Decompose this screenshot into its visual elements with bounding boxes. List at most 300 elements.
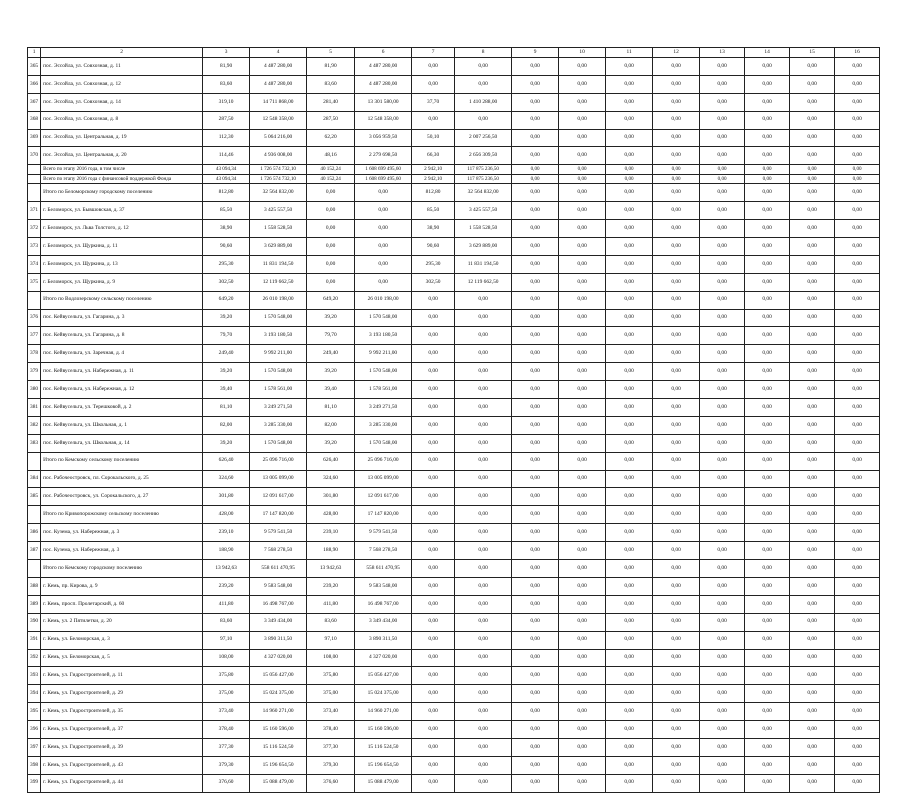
table-cell: 0,00 — [745, 363, 790, 381]
table-cell: 15 160 596,00 — [355, 721, 412, 739]
table-cell: 0,00 — [412, 363, 455, 381]
table-cell: 0,00 — [745, 595, 790, 613]
table-cell: 17 147 820,00 — [250, 506, 307, 524]
table-cell: 9 583 548,00 — [355, 577, 412, 595]
column-number-3: 3 — [203, 48, 250, 58]
column-number-8: 8 — [455, 48, 512, 58]
table-cell: 3 193 180,50 — [250, 327, 307, 345]
table-cell: 3 890 311,50 — [250, 631, 307, 649]
table-cell: 0,00 — [606, 703, 653, 721]
table-cell: 0,00 — [835, 345, 880, 363]
table-cell: 377,30 — [203, 738, 250, 756]
table-cell: 0,00 — [653, 255, 700, 273]
table-cell: 0,00 — [790, 111, 835, 129]
table-cell: 0,00 — [835, 542, 880, 560]
table-cell: 0,00 — [606, 613, 653, 631]
table-cell: 0,00 — [455, 577, 512, 595]
row-number-cell: 388 — [28, 577, 41, 595]
table-cell: 0,00 — [307, 238, 355, 256]
table-cell: 0,00 — [790, 184, 835, 202]
table-cell: 3 249 271,50 — [250, 399, 307, 417]
table-cell: 0,00 — [700, 291, 745, 309]
address-cell: пос. Эссойла, ул. Совхозная, д. 8 — [41, 111, 203, 129]
table-cell: 0,00 — [606, 524, 653, 542]
table-cell: 3 425 557,50 — [455, 202, 512, 220]
table-cell: 0,00 — [700, 756, 745, 774]
table-cell: 0,00 — [745, 399, 790, 417]
table-cell: 0,00 — [653, 220, 700, 238]
table-cell: 0,00 — [455, 631, 512, 649]
table-cell: 4 487 280,00 — [250, 75, 307, 93]
table-cell: 85,50 — [412, 202, 455, 220]
table-cell: 4 487 280,00 — [355, 75, 412, 93]
table-cell: 0,00 — [512, 774, 559, 792]
table-cell: 0,00 — [412, 111, 455, 129]
table-cell: 0,00 — [745, 721, 790, 739]
table-cell: 0,00 — [653, 595, 700, 613]
table-cell: 1 726 574 732,10 — [250, 165, 307, 175]
table-cell: 0,00 — [412, 595, 455, 613]
table-cell: 13 301 580,00 — [355, 93, 412, 111]
row-number-cell: 366 — [28, 75, 41, 93]
table-row — [28, 703, 880, 721]
table-cell: 0,00 — [606, 381, 653, 399]
table-cell: 0,00 — [455, 452, 512, 470]
table-cell: 0,00 — [745, 488, 790, 506]
table-cell: 0,00 — [790, 667, 835, 685]
table-cell: 0,00 — [512, 363, 559, 381]
table-row — [28, 738, 880, 756]
table-cell: 0,00 — [455, 58, 512, 76]
address-cell: г. Кемь, ул. Гидростроителей, д. 44 — [41, 774, 203, 792]
table-cell: 0,00 — [653, 93, 700, 111]
table-cell: 0,00 — [606, 434, 653, 452]
table-cell: 0,00 — [559, 363, 606, 381]
table-cell: 0,00 — [835, 184, 880, 202]
table-cell: 0,00 — [559, 309, 606, 327]
table-cell: 0,00 — [835, 220, 880, 238]
address-cell: г. Кемь, пр. Кирова, д. 9 — [41, 577, 203, 595]
table-cell: 0,00 — [455, 75, 512, 93]
table-row — [28, 58, 880, 76]
address-cell: г. Кемь, ул. Гидростроителей, д. 29 — [41, 685, 203, 703]
table-cell: 13 005 099,00 — [355, 470, 412, 488]
table-cell: 0,00 — [653, 111, 700, 129]
table-cell: 0,00 — [790, 774, 835, 792]
row-number-cell: 394 — [28, 685, 41, 703]
table-cell: 0,00 — [790, 309, 835, 327]
table-cell: 376,60 — [203, 774, 250, 792]
table-cell: 0,00 — [790, 434, 835, 452]
table-cell: 0,00 — [559, 649, 606, 667]
row-number-cell — [28, 184, 41, 202]
column-number-9: 9 — [512, 48, 559, 58]
table-cell: 2 007 256,50 — [455, 129, 512, 147]
table-cell: 411,80 — [307, 595, 355, 613]
table-cell: 0,00 — [745, 452, 790, 470]
table-cell: 0,00 — [700, 542, 745, 560]
row-number-cell: 367 — [28, 93, 41, 111]
row-number-cell: 371 — [28, 202, 41, 220]
table-cell: 0,00 — [653, 399, 700, 417]
table-cell: 0,00 — [835, 93, 880, 111]
row-number-cell: 370 — [28, 147, 41, 165]
table-cell: 0,00 — [412, 703, 455, 721]
table-cell: 0,00 — [790, 58, 835, 76]
table-cell: 0,00 — [653, 75, 700, 93]
table-cell: 0,00 — [606, 75, 653, 93]
table-cell: 0,00 — [606, 111, 653, 129]
table-cell: 0,00 — [606, 58, 653, 76]
table-cell: 0,00 — [653, 238, 700, 256]
table-cell: 40 152,24 — [307, 165, 355, 175]
table-cell: 32 564 832,00 — [250, 184, 307, 202]
table-cell: 0,00 — [455, 470, 512, 488]
table-cell: 0,00 — [559, 381, 606, 399]
table-cell: 16 498 767,00 — [355, 595, 412, 613]
address-cell: г. Кемь, ул. Гидростроителей, д. 37 — [41, 721, 203, 739]
table-cell: 0,00 — [700, 381, 745, 399]
table-cell: 0,00 — [745, 506, 790, 524]
table-cell: 0,00 — [606, 542, 653, 560]
table-cell: 0,00 — [653, 560, 700, 578]
table-cell: 239,10 — [307, 524, 355, 542]
address-cell: пос. Кузема, ул. Набережная, д. 3 — [41, 542, 203, 560]
table-cell: 0,00 — [512, 685, 559, 703]
table-row — [28, 111, 880, 129]
table-cell: 1 558 528,50 — [455, 220, 512, 238]
table-cell: 0,00 — [512, 721, 559, 739]
table-cell: 812,80 — [203, 184, 250, 202]
table-cell: 82,00 — [203, 416, 250, 434]
table-cell: 0,00 — [790, 416, 835, 434]
table-row — [28, 756, 880, 774]
table-cell: 626,40 — [307, 452, 355, 470]
table-cell: 287,50 — [307, 111, 355, 129]
table-cell: 1 558 528,50 — [250, 220, 307, 238]
table-cell: 0,00 — [835, 524, 880, 542]
address-cell: пос. Кейвусельга, ул. Набережная, д. 12 — [41, 381, 203, 399]
table-cell: 0,00 — [412, 309, 455, 327]
table-cell: 0,00 — [559, 506, 606, 524]
table-cell: 0,00 — [745, 434, 790, 452]
table-cell: 3 285 330,00 — [355, 416, 412, 434]
table-cell: 0,00 — [512, 129, 559, 147]
row-number-cell: 377 — [28, 327, 41, 345]
table-cell: 3 193 180,50 — [355, 327, 412, 345]
table-cell: 0,00 — [835, 470, 880, 488]
table-cell: 0,00 — [653, 506, 700, 524]
table-cell: 0,00 — [455, 685, 512, 703]
table-cell: 0,00 — [835, 363, 880, 381]
table-cell: 0,00 — [790, 174, 835, 184]
table-cell: 0,00 — [835, 434, 880, 452]
table-cell: 1 608 699 495,60 — [355, 174, 412, 184]
table-cell: 0,00 — [606, 470, 653, 488]
address-cell: пос. Кузема, ул. Набережная, д. 3 — [41, 524, 203, 542]
table-cell: 295,30 — [412, 255, 455, 273]
table-row — [28, 595, 880, 613]
table-cell: 39,20 — [203, 363, 250, 381]
address-cell: пос. Эссойла, ул. Совхозная, д. 14 — [41, 93, 203, 111]
table-row — [28, 327, 880, 345]
table-cell: 0,00 — [653, 416, 700, 434]
table-cell: 0,00 — [606, 416, 653, 434]
table-cell: 0,00 — [745, 381, 790, 399]
table-cell: 0,00 — [512, 273, 559, 291]
table-cell: 558 611 470,95 — [250, 560, 307, 578]
row-number-cell — [28, 291, 41, 309]
row-number-cell: 389 — [28, 595, 41, 613]
table-cell: 0,00 — [700, 75, 745, 93]
table-cell: 0,00 — [412, 560, 455, 578]
table-cell: 13 942,63 — [203, 560, 250, 578]
table-cell: 0,00 — [745, 58, 790, 76]
table-cell: 0,00 — [606, 291, 653, 309]
table-cell: 9 992 211,00 — [250, 345, 307, 363]
table-cell: 0,00 — [455, 506, 512, 524]
table-cell: 0,00 — [653, 524, 700, 542]
table-row — [28, 381, 880, 399]
column-number-14: 14 — [745, 48, 790, 58]
table-cell: 0,00 — [700, 184, 745, 202]
table-cell: 0,00 — [455, 774, 512, 792]
table-cell: 379,30 — [203, 756, 250, 774]
table-cell: 0,00 — [700, 434, 745, 452]
table-cell: 0,00 — [790, 327, 835, 345]
address-cell: г. Кемь, ул. Гидростроителей, д. 35 — [41, 703, 203, 721]
table-cell: 0,00 — [745, 667, 790, 685]
table-cell: 0,00 — [512, 309, 559, 327]
table-cell: 83,60 — [203, 75, 250, 93]
table-cell: 0,00 — [790, 345, 835, 363]
table-cell: 0,00 — [700, 58, 745, 76]
table-cell: 3 349 434,00 — [250, 613, 307, 631]
table-cell: 4 327 020,00 — [250, 649, 307, 667]
table-cell: 0,00 — [790, 721, 835, 739]
table-cell: 0,00 — [559, 560, 606, 578]
table-cell: 15 116 524,50 — [250, 738, 307, 756]
row-number-cell — [28, 452, 41, 470]
table-cell: 1 578 561,00 — [355, 381, 412, 399]
table-cell: 0,00 — [355, 238, 412, 256]
table-row — [28, 93, 880, 111]
table-row — [28, 255, 880, 273]
subtotal-row — [28, 174, 880, 184]
table-cell: 0,00 — [700, 470, 745, 488]
table-cell: 0,00 — [745, 202, 790, 220]
housing-program-table — [27, 47, 880, 793]
table-cell: 0,00 — [412, 756, 455, 774]
table-cell: 0,00 — [790, 685, 835, 703]
table-cell: 0,00 — [512, 506, 559, 524]
table-cell: 0,00 — [700, 488, 745, 506]
table-cell: 0,00 — [835, 291, 880, 309]
table-cell: 0,00 — [307, 184, 355, 202]
table-cell: 0,00 — [835, 238, 880, 256]
table-cell: 0,00 — [606, 685, 653, 703]
table-cell: 0,00 — [745, 174, 790, 184]
table-cell: 7 568 278,50 — [355, 542, 412, 560]
table-cell: 117 875 236,50 — [455, 165, 512, 175]
table-cell: 0,00 — [559, 255, 606, 273]
table-cell: 0,00 — [559, 631, 606, 649]
subtotal-row — [28, 452, 880, 470]
address-cell: пос. Рабочеостровск, пл. Сорокальского, д. 25 — [41, 470, 203, 488]
table-cell: 0,00 — [512, 667, 559, 685]
table-cell: 0,00 — [790, 165, 835, 175]
table-cell: 378,40 — [203, 721, 250, 739]
table-cell: 0,00 — [745, 273, 790, 291]
table-cell: 0,00 — [653, 721, 700, 739]
table-cell: 0,00 — [559, 174, 606, 184]
table-cell: 0,00 — [559, 667, 606, 685]
table-cell: 9 579 541,50 — [250, 524, 307, 542]
table-cell: 0,00 — [790, 273, 835, 291]
table-cell: 0,00 — [790, 649, 835, 667]
table-cell: 0,00 — [653, 577, 700, 595]
table-cell: 0,00 — [745, 560, 790, 578]
table-cell: 0,00 — [790, 560, 835, 578]
table-cell: 0,00 — [412, 416, 455, 434]
table-cell: 0,00 — [559, 577, 606, 595]
row-number-cell: 385 — [28, 488, 41, 506]
column-number-15: 15 — [790, 48, 835, 58]
row-number-cell — [28, 506, 41, 524]
table-cell: 0,00 — [700, 147, 745, 165]
table-cell: 0,00 — [412, 685, 455, 703]
address-cell: Итого по Кривопорожскому сельскому поселению — [41, 506, 203, 524]
table-cell: 287,50 — [203, 111, 250, 129]
table-cell: 0,00 — [512, 291, 559, 309]
table-cell: 0,00 — [559, 220, 606, 238]
table-row — [28, 273, 880, 291]
table-cell: 0,00 — [700, 595, 745, 613]
table-cell: 0,00 — [606, 667, 653, 685]
table-cell: 108,00 — [203, 649, 250, 667]
table-cell: 0,00 — [790, 577, 835, 595]
table-cell: 3 285 330,00 — [250, 416, 307, 434]
table-cell: 0,00 — [455, 667, 512, 685]
column-number-7: 7 — [412, 48, 455, 58]
table-cell: 0,00 — [559, 273, 606, 291]
table-cell: 0,00 — [700, 703, 745, 721]
table-cell: 0,00 — [745, 524, 790, 542]
table-cell: 0,00 — [700, 174, 745, 184]
address-cell: г. Кемь, ул. Гидростроителей, д. 43 — [41, 756, 203, 774]
table-cell: 0,00 — [745, 220, 790, 238]
table-cell: 0,00 — [455, 399, 512, 417]
table-cell: 0,00 — [745, 649, 790, 667]
table-cell: 0,00 — [606, 93, 653, 111]
table-cell: 12 091 617,00 — [355, 488, 412, 506]
table-cell: 0,00 — [559, 291, 606, 309]
table-cell: 0,00 — [745, 577, 790, 595]
table-cell: 0,00 — [606, 220, 653, 238]
table-cell: 0,00 — [700, 93, 745, 111]
table-cell: 0,00 — [455, 595, 512, 613]
table-cell: 0,00 — [653, 147, 700, 165]
subtotal-row — [28, 291, 880, 309]
table-cell: 188,90 — [203, 542, 250, 560]
table-cell: 0,00 — [835, 738, 880, 756]
table-cell: 0,00 — [700, 255, 745, 273]
table-cell: 1 410 288,00 — [455, 93, 512, 111]
table-cell: 324,60 — [307, 470, 355, 488]
table-cell: 0,00 — [653, 685, 700, 703]
table-cell: 649,20 — [307, 291, 355, 309]
table-cell: 12 119 662,50 — [250, 273, 307, 291]
table-cell: 0,00 — [559, 93, 606, 111]
table-row — [28, 774, 880, 792]
address-cell: г. Кемь, ул. Беломорская, д. 5 — [41, 649, 203, 667]
table-cell: 3 890 311,50 — [355, 631, 412, 649]
table-cell: 0,00 — [512, 220, 559, 238]
table-cell: 0,00 — [653, 542, 700, 560]
table-cell: 0,00 — [745, 542, 790, 560]
table-cell: 0,00 — [835, 129, 880, 147]
table-cell: 0,00 — [512, 452, 559, 470]
table-cell: 0,00 — [790, 470, 835, 488]
column-number-header-row — [28, 48, 880, 58]
table-cell: 39,20 — [307, 363, 355, 381]
table-cell: 0,00 — [412, 506, 455, 524]
table-cell: 0,00 — [653, 631, 700, 649]
table-cell: 0,00 — [512, 560, 559, 578]
table-cell: 0,00 — [835, 452, 880, 470]
table-cell: 81,90 — [203, 58, 250, 76]
table-cell: 0,00 — [700, 685, 745, 703]
row-number-cell: 376 — [28, 309, 41, 327]
table-cell: 0,00 — [606, 174, 653, 184]
address-cell: г. Беломорск, ул. Льва Толстого, д. 12 — [41, 220, 203, 238]
table-cell: 108,00 — [307, 649, 355, 667]
table-cell: 39,40 — [203, 381, 250, 399]
table-cell: 0,00 — [745, 327, 790, 345]
table-cell: 0,00 — [700, 220, 745, 238]
table-cell: 0,00 — [512, 631, 559, 649]
table-cell: 0,00 — [559, 452, 606, 470]
address-cell: Всего по этапу 2016 года, в том числе — [41, 165, 203, 175]
table-cell: 0,00 — [745, 756, 790, 774]
table-cell: 249,40 — [203, 345, 250, 363]
table-cell: 0,00 — [412, 399, 455, 417]
table-cell: 0,00 — [455, 703, 512, 721]
table-cell: 0,00 — [835, 667, 880, 685]
table-cell: 0,00 — [606, 452, 653, 470]
table-row — [28, 721, 880, 739]
table-cell: 0,00 — [790, 381, 835, 399]
table-cell: 0,00 — [512, 577, 559, 595]
table-cell: 0,00 — [512, 174, 559, 184]
table-cell: 0,00 — [512, 399, 559, 417]
row-number-cell: 390 — [28, 613, 41, 631]
table-cell: 0,00 — [512, 738, 559, 756]
table-cell: 0,00 — [835, 202, 880, 220]
table-cell: 239,10 — [203, 524, 250, 542]
table-cell: 0,00 — [790, 613, 835, 631]
table-row — [28, 147, 880, 165]
row-number-cell: 391 — [28, 631, 41, 649]
table-row — [28, 631, 880, 649]
address-cell: пос. Кейвусельга, ул. Набережная, д. 11 — [41, 363, 203, 381]
table-cell: 97,10 — [307, 631, 355, 649]
table-cell: 0,00 — [412, 470, 455, 488]
table-cell: 25 096 716,00 — [250, 452, 307, 470]
table-cell: 0,00 — [700, 452, 745, 470]
table-cell: 0,00 — [790, 756, 835, 774]
table-cell: 295,30 — [203, 255, 250, 273]
